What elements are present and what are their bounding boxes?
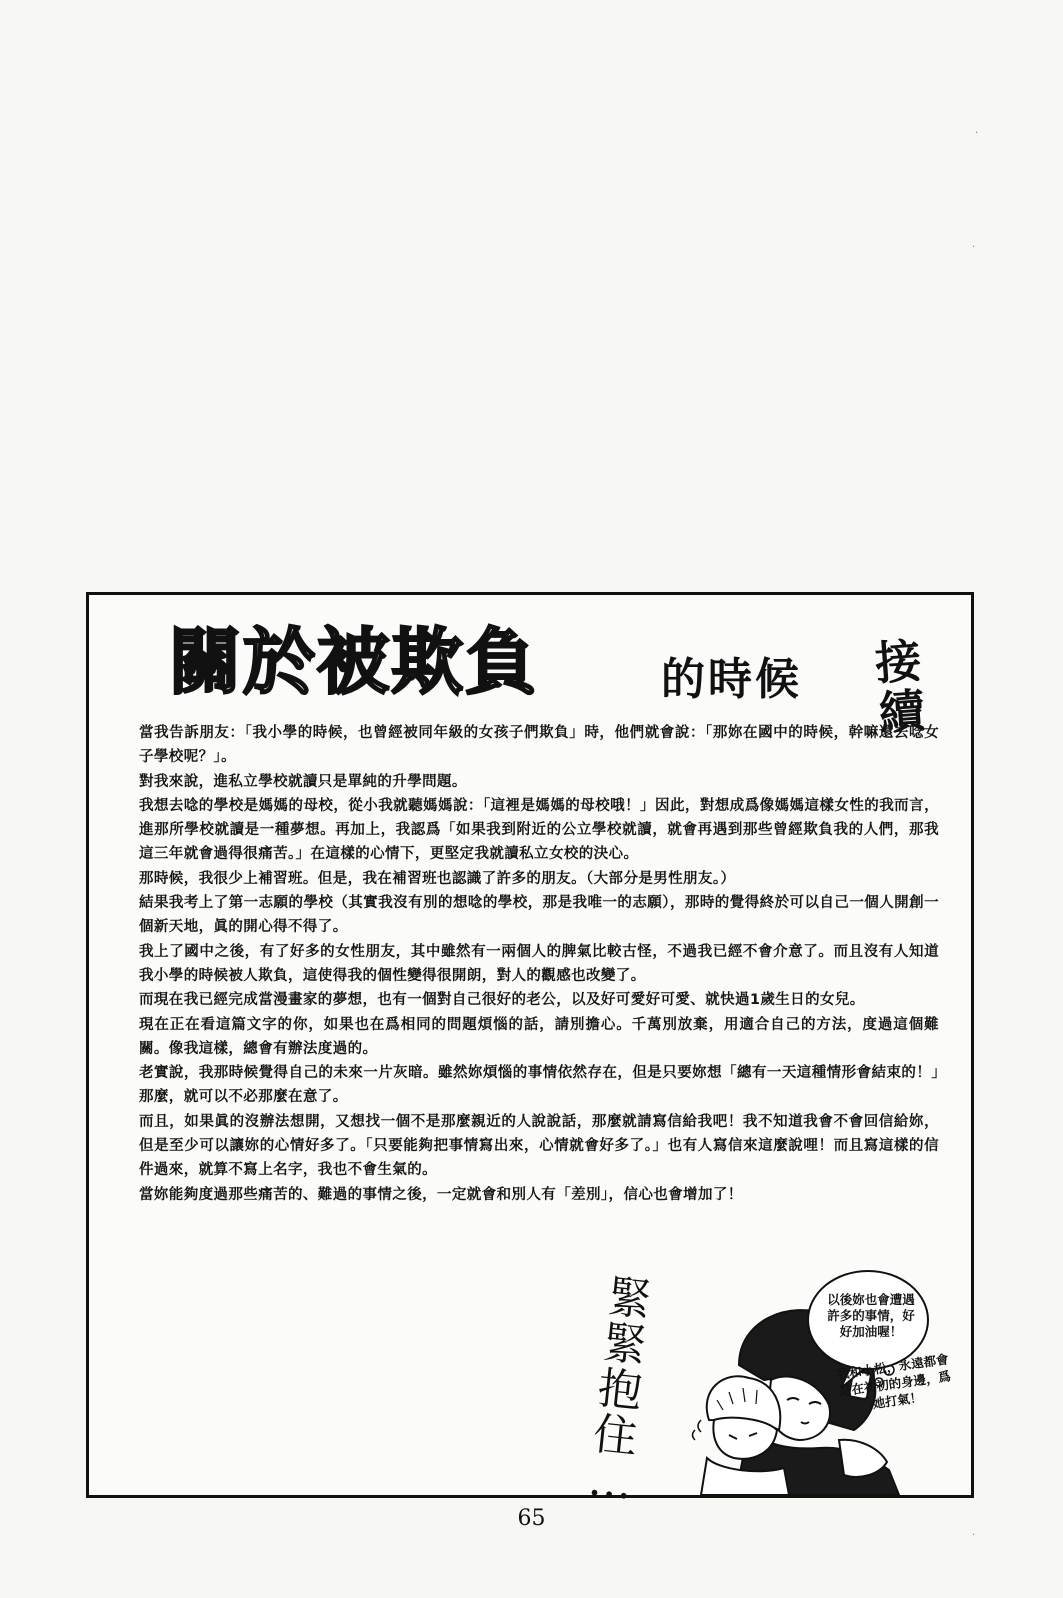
continued-char: 接 [873,633,924,691]
motion-marks [693,1420,702,1440]
article-paragraph: 當我告訴朋友：「我小學的時候，也曾經被同年級的女孩子們欺負」時，他們就會說：「那妳在國中的時候，幹嘛還去唸女子學校呢？」。 [139,725,939,766]
sfx-char: 緊 [600,1317,650,1373]
title-solid-text: 的時候 [661,654,802,705]
scan-speck: · [972,1530,976,1541]
article-frame [86,592,974,1510]
sfx-char: 住 [590,1408,640,1464]
continued-char: 續 [876,683,927,741]
article-paragraph: 對我來說，進私立學校就讀只是單純的升學問題。 [139,773,467,790]
scan-speck: · [972,242,976,253]
speech-bubble-text: 以後妳也會遭遇許多的事情，好好加油喔！ [827,1292,915,1339]
article-paragraph: 結果我考上了第一志願的學校（其實我沒有別的想唸的學校，那是我唯一的志願），那時的覺得終於可以自己一個人開創一個新天地，眞的開心得不得了。 [139,895,939,936]
sfx-char: … [585,1454,635,1510]
hug-illustration [585,1270,969,1510]
sfx-char: 緊 [605,1271,655,1327]
article-paragraph: 現在正在看這篇文字的你，如果也在爲相同的問題煩惱的話，請別擔心。千萬別放棄，用適合自己的方法，度過這個難關。像我這樣，總會有辦法度過的。 [139,1016,939,1057]
title-outlined-text: 關於被欺負 [169,620,540,704]
article-paragraph: 當妳能夠度過那些痛苦的、難過的事情之後，一定就會和別人有「差別」，信心也會增加了！ [139,1186,743,1203]
article-paragraph: 那時候，我很少上補習班。但是，我在補習班也認識了許多的朋友。（大部分是男性朋友。） [139,870,736,887]
article-body [139,721,939,1207]
article-title [169,619,927,741]
sfx-char: 抱 [595,1362,645,1419]
article-paragraph: 我上了國中之後，有了好多的女性朋友，其中雖然有一兩個人的脾氣比較古怪，不過我已經不會介意了。而且沒有人知道我小學的時候被人欺負，這使得我的個性變得很開朗，對人的觀感也改變了。 [139,943,939,984]
article-paragraph: 老實說，我那時候覺得自己的未來一片灰暗。雖然妳煩惱的事情依然存在，但是只要妳想「總有一天這種情形會結束的！」那麼，就可以不必那麼在意了。 [139,1065,939,1106]
page-number: 65 [517,1506,546,1531]
article-paragraph: 而且，如果眞的沒辦法想開，又想找一個不是那麼親近的人說說話，那麼就請寫信給我吧！我不知道我會不會回信給妳，但是至少可以讓妳的心情好多了。「只要能夠把事情寫出來，心情就會好多了。」也有人寫信來這麼說哩！而且寫這樣的信件過來，就算不寫上名字，我也不會生氣的。 [139,1113,939,1179]
thought-text: 我和小松，永遠都會站在初初的身邊，爲她打氣！ [835,1351,952,1412]
scan-speck: · [975,128,979,139]
article-paragraph: 我想去唸的學校是媽媽的母校，從小我就聽媽媽說：「這裡是媽媽的母校哦！」因此，對想成爲像媽媽這樣女性的我而言，進那所學校就讀是一種夢想。再加上，我認爲「如果我到附近的公立學校就讀，就會再遇到那些曾經欺負我的人們，那我這三年就會過得很痛苦。」在這樣的心情下，更堅定我就讀私立女校的決心。 [139,797,939,863]
article-paragraph: 而現在我已經完成當漫畫家的夢想，也有一個對自己很好的老公，以及好可愛好可愛、就快過1歲生日的女兒。 [139,992,865,1009]
